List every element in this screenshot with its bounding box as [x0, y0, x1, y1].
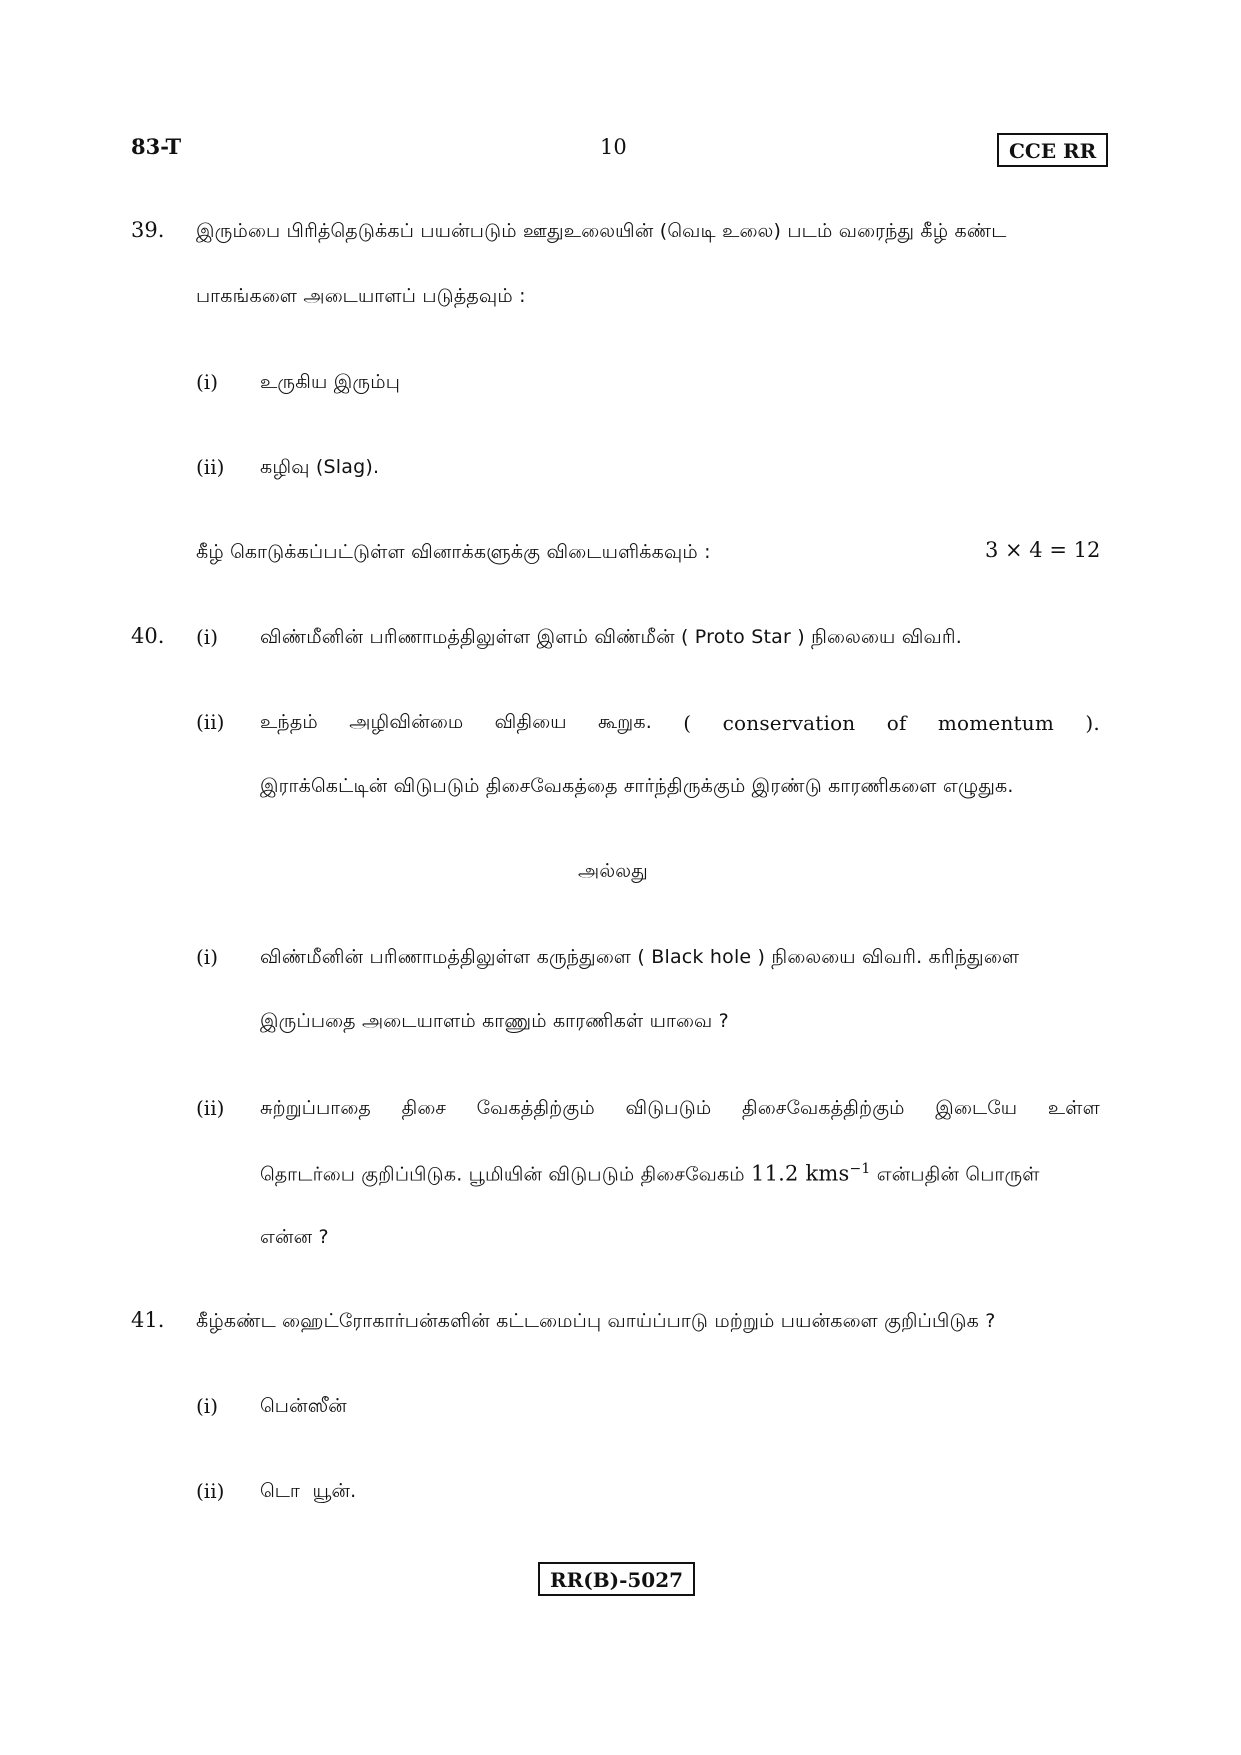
q39-line2: பாகங்களை அடையாளப் படுத்தவும் : [196, 285, 526, 307]
footer-code: RR(B)-5027 [538, 1562, 695, 1596]
q39-item-i-text: உருகிய இரும்பு [260, 371, 401, 393]
q39-item-i-label: (i) [196, 370, 219, 394]
q41-item-ii-text: டொ யூன். [260, 1480, 357, 1502]
paper-code: 83-T [131, 134, 182, 159]
q40-b-ii-line3: என்ன ? [260, 1226, 329, 1248]
question-number-40: 40. [131, 624, 165, 648]
word: விதியை [494, 711, 567, 733]
series-label: CCE RR [997, 133, 1108, 167]
q40-b-i-label: (i) [196, 945, 219, 969]
escape-velocity-value: 11.2 kms [751, 1161, 850, 1186]
unit-exponent: −1 [849, 1161, 871, 1177]
q41-item-ii-label: (ii) [196, 1479, 225, 1503]
word: இடையே [935, 1097, 1018, 1119]
word: சுற்றுப்பாதை [260, 1097, 371, 1119]
q39-item-ii-label: (ii) [196, 455, 225, 479]
q40-a-ii-line2: இராக்கெட்டின் விடுபடும் திசைவேகத்தை சார்ந்திருக்கும் இரண்டு காரணிகளை எழுதுக. [260, 775, 1014, 797]
word: உள்ள [1047, 1097, 1100, 1119]
question-number-39: 39. [131, 218, 165, 242]
word: உந்தம் [260, 711, 318, 733]
word: திசைவேகத்திற்கும் [742, 1097, 905, 1119]
q40-b-ii-line2 [260, 1161, 1040, 1188]
word: of [886, 711, 907, 735]
word: திசை [401, 1097, 447, 1119]
section-instruction: கீழ் கொடுக்கப்பட்டுள்ள வினாக்களுக்கு விடையளிக்கவும் : [196, 541, 711, 563]
q40-b-i-line1: விண்மீனின் பரிணாமத்திலுள்ள கருந்துளை ( Black hole ) நிலையை விவரி. கரிந்துளை [260, 946, 1020, 968]
or-separator: அல்லது [578, 860, 648, 882]
word: ( [683, 711, 692, 735]
text-segment: என்பதின் பொருள் [870, 1163, 1040, 1186]
q40-a-i-label: (i) [196, 625, 219, 649]
q40-b-i-line2: இருப்பதை அடையாளம் காணும் காரணிகள் யாவை ? [260, 1010, 729, 1032]
q39-line1: இரும்பை பிரித்தெடுக்கப் பயன்படும் ஊதுஉலையின் (வெடி உலை) படம் வரைந்து கீழ் கண்ட [196, 220, 1007, 242]
word: கூறுக. [598, 711, 652, 733]
word: வேகத்திற்கும் [476, 1097, 595, 1119]
q41-text: கீழ்கண்ட ஹைட்ரோகார்பன்களின் கட்டமைப்பு வாய்ப்பாடு மற்றும் பயன்களை குறிப்பிடுக ? [196, 1310, 996, 1332]
q40-b-ii-label: (ii) [196, 1096, 225, 1120]
word: விடுபடும் [625, 1097, 712, 1119]
q39-item-ii-text: கழிவு (Slag). [260, 456, 380, 478]
word: ). [1085, 711, 1100, 735]
question-number-41: 41. [131, 1308, 165, 1332]
q40-b-ii-line1 [260, 1097, 1100, 1122]
q40-a-ii-label: (ii) [196, 710, 225, 734]
text-segment: தொடர்பை குறிப்பிடுக. பூமியின் விடுபடும் திசைவேகம் [260, 1163, 752, 1186]
q41-item-i-text: பென்ஸீன் [260, 1395, 347, 1417]
word: அழிவின்மை [349, 711, 464, 733]
q40-a-ii-line1 [260, 711, 1100, 736]
q40-a-i-text: விண்மீனின் பரிணாமத்திலுள்ள இளம் விண்மீன் ( Proto Star ) நிலையை விவரி. [260, 626, 963, 648]
word: conservation [722, 711, 856, 735]
word: momentum [937, 711, 1055, 735]
q41-item-i-label: (i) [196, 1394, 219, 1418]
page-number: 10 [600, 135, 627, 159]
section-marks: 3 × 4 = 12 [985, 538, 1101, 562]
